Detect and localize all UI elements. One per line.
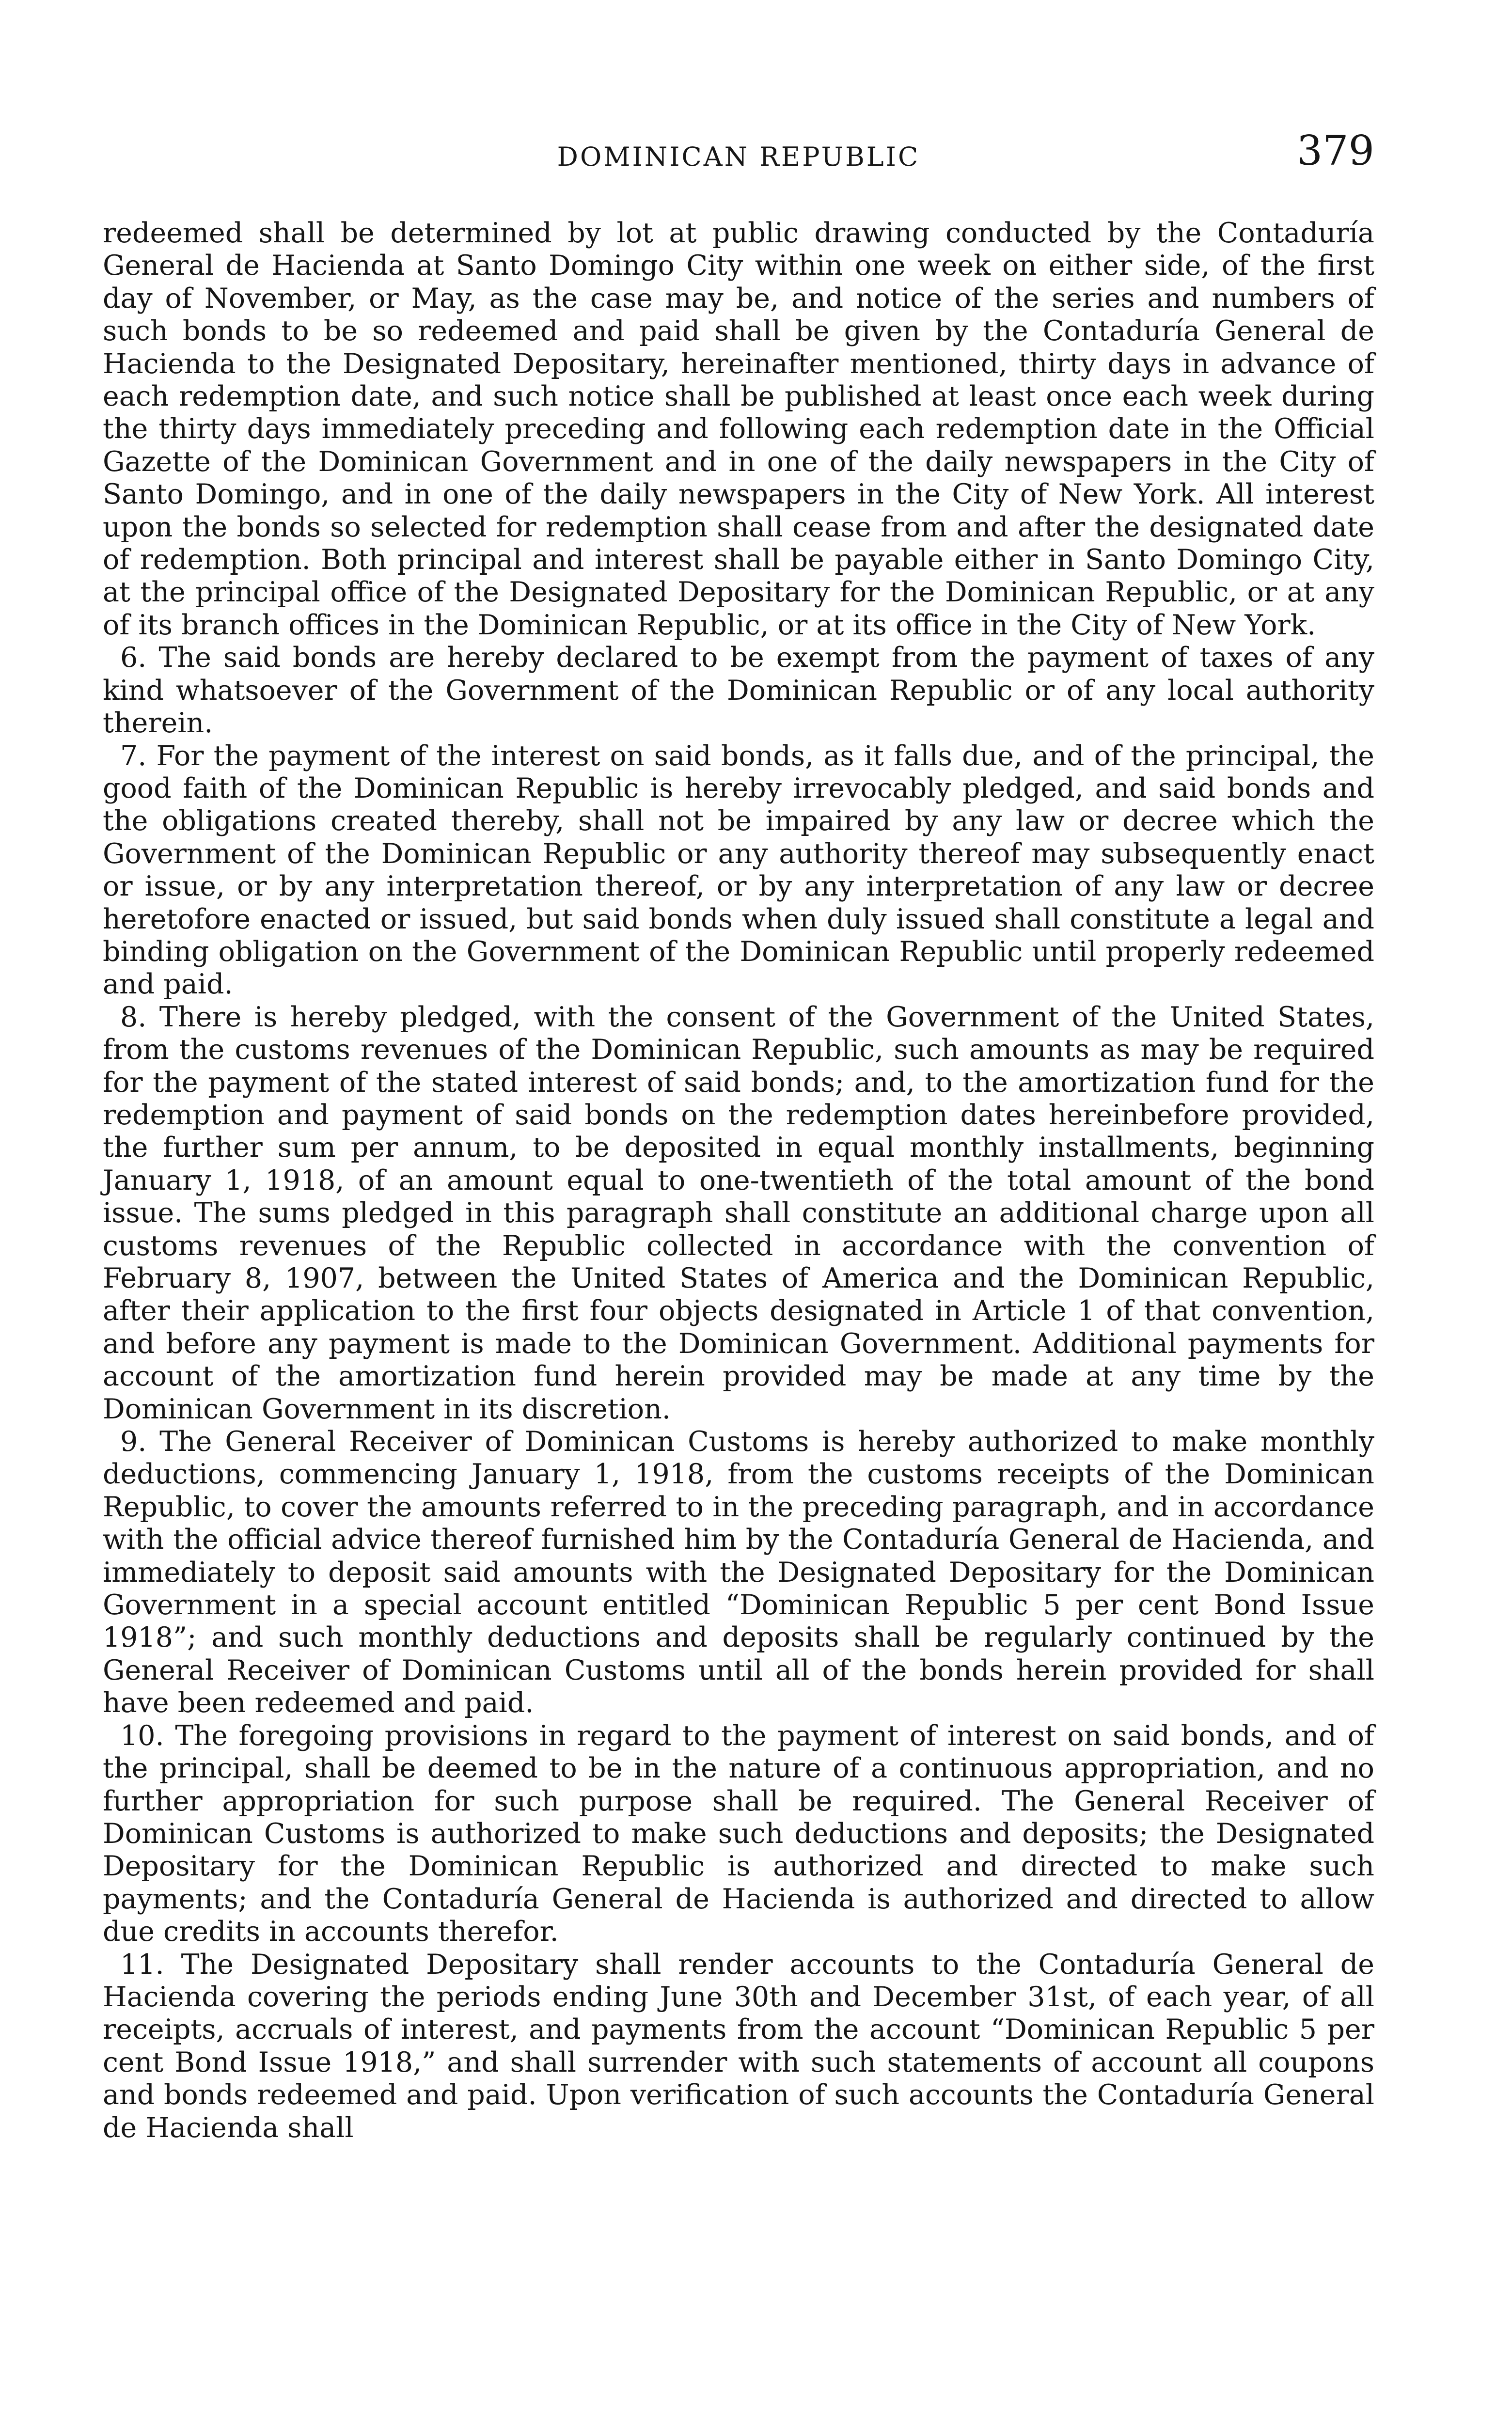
paragraph-8: 8. There is hereby pledged, with the consent of the Government of the United States, from the customs revenues of the Dominican Republic, such amounts as may be required for the payment of the stated interest of said bonds; and, to the amortization fund for the redemption and payment of said bonds on the redemption dates hereinbefore provided, the further sum per annum, to be deposited in equal monthly installments, beginning January 1, 1918, of an amount equal to one-twentieth of the total amount of the bond issue. The sums pledged in this paragraph shall constitute an additional charge upon all customs revenues of the Republic collected in accordance with the convention of February 8, 1907, between the United States of America and the Dominican Republic, after their application to the first four objects designated in Article 1 of that convention, and before any payment is made to the Dominican Government. Additional payments for account of the amortization fund herein provided may be made at any time by the Dominican Government in its discretion. bbox=[103, 1001, 1374, 1425]
body-text bbox=[103, 217, 1374, 2144]
paragraph-9: 9. The General Receiver of Dominican Customs is hereby authorized to make monthly deductions, commencing January 1, 1918, from the customs receipts of the Dominican Republic, to cover the amounts referred to in the preceding paragraph, and in accordance with the official advice thereof furnished him by the Contaduría General de Hacienda, and immediately to deposit said amounts with the Designated Depositary for the Dominican Government in a special account entitled “Dominican Republic 5 per cent Bond Issue 1918”; and such monthly deductions and deposits shall be regularly continued by the General Receiver of Dominican Customs until all of the bonds herein provided for shall have been redeemed and paid. bbox=[103, 1426, 1374, 1719]
running-title: DOMINICAN REPUBLIC bbox=[557, 142, 920, 172]
paragraph-11: 11. The Designated Depositary shall render accounts to the Contaduría General de Hacienda covering the periods ending June 30th and December 31st, of each year, of all receipts, accruals of interest, and payments from the account “Dominican Republic 5 per cent Bond Issue 1918,” and shall surrender with such statements of account all coupons and bonds redeemed and paid. Upon verification of such accounts the Contaduría General de Hacienda shall bbox=[103, 1948, 1374, 2144]
paragraph-7: 7. For the payment of the interest on said bonds, as it falls due, and of the principal, the good faith of the Dominican Republic is hereby irrevocably pledged, and said bonds and the obligations created thereby, shall not be impaired by any law or decree which the Government of the Dominican Republic or any authority thereof may subsequently enact or issue, or by any interpretation thereof, or by any interpretation of any law or decree heretofore enacted or issued, but said bonds when duly issued shall constitute a legal and binding obligation on the Government of the Dominican Republic until properly redeemed and paid. bbox=[103, 739, 1374, 1001]
page-number: 379 bbox=[1296, 127, 1374, 174]
paragraph-continuation: redeemed shall be determined by lot at public drawing conducted by the Contaduría General de Hacienda at Santo Domingo City within one week on either side, of the first day of November, or May, as the case may be, and notice of the series and numbers of such bonds to be so redeemed and paid shall be given by the Contaduría General de Hacienda to the Designated Depositary, hereinafter mentioned, thirty days in advance of each redemption date, and such notice shall be published at least once each week during the thirty days immediately preceding and following each redemption date in the Official Gazette of the Dominican Government and in one of the daily newspapers in the City of Santo Domingo, and in one of the daily newspapers in the City of New York. All interest upon the bonds so selected for redemption shall cease from and after the designated date of redemption. Both principal and interest shall be payable either in Santo Domingo City, at the principal office of the Designated Depositary for the Dominican Republic, or at any of its branch offices in the Dominican Republic, or at its office in the City of New York. bbox=[103, 217, 1374, 641]
running-head bbox=[103, 127, 1374, 180]
paragraph-10: 10. The foregoing provisions in regard to the payment of interest on said bonds, and of the principal, shall be deemed to be in the nature of a continuous appropriation, and no further appropriation for such purpose shall be required. The General Receiver of Dominican Customs is authorized to make such deductions and deposits; the Designated Depositary for the Dominican Republic is authorized and directed to make such payments; and the Contaduría General de Hacienda is authorized and directed to allow due credits in accounts therefor. bbox=[103, 1719, 1374, 1948]
paragraph-6: 6. The said bonds are hereby declared to be exempt from the payment of taxes of any kind whatsoever of the Government of the Dominican Republic or of any local authority therein. bbox=[103, 642, 1374, 739]
